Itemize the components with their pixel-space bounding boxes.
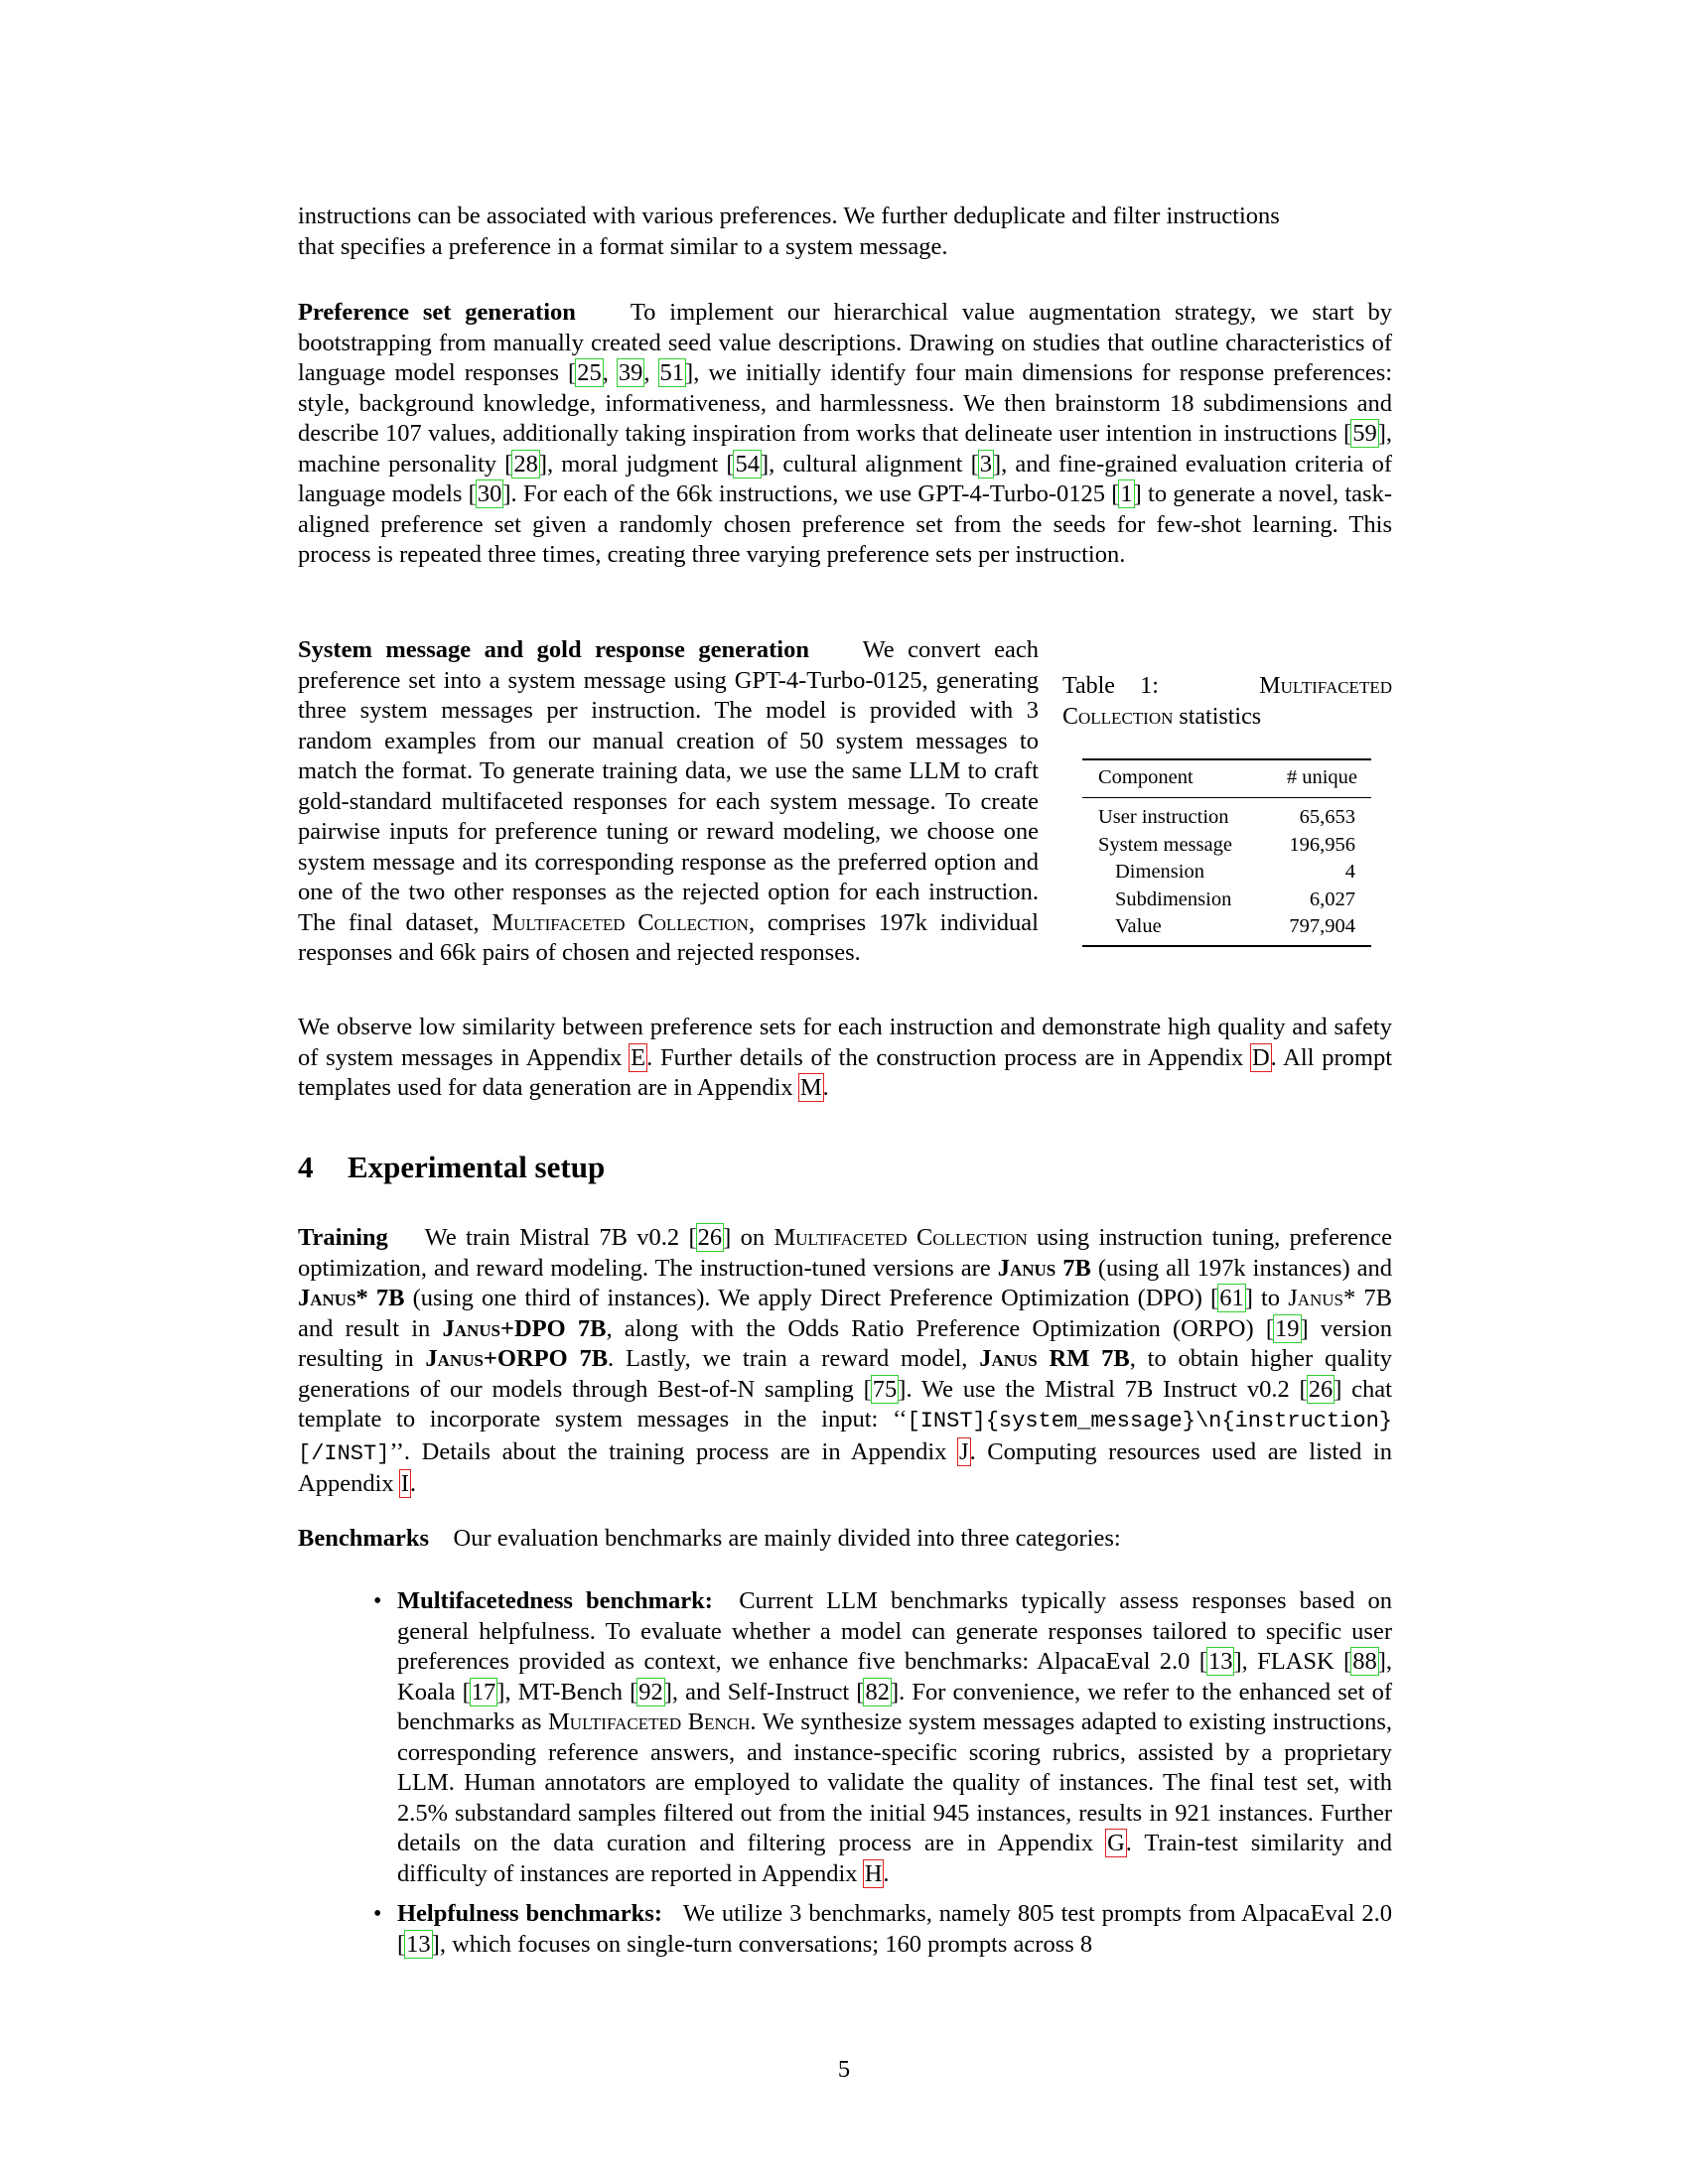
- model-name: Janus+ORPO 7B: [425, 1345, 609, 1372]
- citation-link[interactable]: 51: [659, 359, 685, 386]
- model-name: Janus RM 7B: [979, 1345, 1130, 1372]
- table-row: Dimension 4: [1115, 861, 1355, 883]
- bullet-title: Multifacetedness benchmark:: [397, 1587, 713, 1614]
- benchmark-name: Multifaceted Bench: [548, 1708, 751, 1735]
- citation-link[interactable]: 82: [865, 1678, 890, 1706]
- page-number: 5: [837, 2056, 851, 2083]
- citation-link[interactable]: 28: [513, 450, 538, 478]
- appendix-link[interactable]: E: [631, 1043, 646, 1071]
- section-number: 4: [298, 1150, 314, 1184]
- appendix-link[interactable]: G: [1107, 1830, 1125, 1856]
- intro-line-1: instructions can be associated with various preferences. We further deduplicate and filter instructions: [298, 203, 1280, 229]
- preference-set-paragraph: Preference set generation To implement our hierarchical value augmentation strategy, we start by bootstrapping from manually created seed value descriptions. Drawing on studies that outline characteristics of language model responses [25, 39, 51], we initially identify four main dimensions for response preferences: style, background knowledge, informativeness, and harmlessness. We then brainstorm 18 subdimensions and describe 107 values, additionally taking inspiration from works that delineate user intention in instructions [59], machine personality [28], moral judgment [54], cultural alignment [3], and fine-grained evaluation criteria of language models [30]. For each of the 66k instructions, we use GPT-4-Turbo-0125 [1] to generate a novel, task-aligned preference set given a randomly chosen preference set from the seeds for few-shot learning. This process is repeated three times, creating three varying preference sets per instruction.: [298, 299, 1393, 568]
- system-message-paragraph: System message and gold response generation We convert each preference set into a system message using GPT-4-Turbo-0125, generating three system messages per instruction. The model is provided with 3 random examples from our manual creation of 50 system messages to match the format. To generate training data, we use the same LLM to craft gold-standard multifaceted responses for each system message. To create pairwise inputs for preference tuning or reward modeling, we choose one system message and its corresponding response as the preferred option and one of the two other responses as the rejected option for each instruction. The final dataset, Multifaceted Collection, comprises 197k individual responses and 66k pairs of chosen and rejected responses.: [298, 636, 1040, 966]
- citation-link[interactable]: 13: [406, 1930, 431, 1958]
- citation-link[interactable]: 92: [638, 1678, 663, 1706]
- run-in-heading-benchmarks: Benchmarks: [298, 1525, 430, 1552]
- bullet-icon: •: [373, 1588, 382, 1614]
- citation-link[interactable]: 26: [697, 1224, 723, 1251]
- citation-link[interactable]: 1: [1120, 480, 1133, 507]
- citation-link[interactable]: 75: [872, 1375, 898, 1403]
- table-1: [1062, 671, 1392, 947]
- model-name: Janus* 7B: [298, 1285, 405, 1311]
- section-title: Experimental setup: [348, 1150, 606, 1184]
- citation-link[interactable]: 88: [1352, 1648, 1377, 1675]
- dataset-name: Multifaceted Collection: [492, 908, 749, 936]
- citation-link[interactable]: 59: [1352, 420, 1377, 447]
- citation-link[interactable]: 25: [577, 359, 602, 386]
- appendix-link[interactable]: H: [864, 1859, 883, 1887]
- column-header-unique: # unique: [1262, 759, 1371, 798]
- benchmarks-paragraph: Benchmarks Our evaluation benchmarks are mainly divided into three categories:: [298, 1525, 1121, 1552]
- table-1-caption: Table 1: Multifaceted Collection statistics: [1062, 673, 1392, 730]
- bullet-icon: •: [373, 1901, 382, 1927]
- table-row: System message 196,956: [1098, 833, 1355, 856]
- citation-link[interactable]: 30: [477, 480, 502, 507]
- model-name: Janus+DPO 7B: [442, 1314, 607, 1342]
- model-name: Janus 7B: [997, 1254, 1091, 1282]
- run-in-heading-system-message: System message and gold response generation: [298, 636, 809, 663]
- dataset-name: Multifaceted Collection: [774, 1224, 1028, 1251]
- table-row: User instruction 65,653: [1098, 806, 1355, 828]
- list-item: • Helpfulness benchmarks: We utilize 3 benchmarks, namely 805 test prompts from AlpacaEval 2.0 [13], which focuses on single-turn conversations; 160 prompts across 8: [373, 1900, 1392, 1958]
- run-in-heading-preference: Preference set generation: [298, 299, 576, 326]
- column-header-component: Component: [1082, 759, 1262, 798]
- citation-link[interactable]: 19: [1275, 1314, 1300, 1342]
- appendix-link[interactable]: J: [959, 1437, 969, 1465]
- training-paragraph: Training We train Mistral 7B v0.2 [26] on Multifaceted Collection using instruction tuning, preference optimization, and reward modeling. The instruction-tuned versions are Janus 7B (using all 197k instances) and Janus* 7B (using one third of instances). We apply Direct Preference Optimization (DPO) [61] to Janus* 7B and result in Janus+DPO 7B, along with the Odds Ratio Preference Optimization (ORPO) [19] version resulting in Janus+ORPO 7B. Lastly, we train a reward model, Janus RM 7B, to obtain higher quality generations of our models through Best-of-N sampling [75]. We use the Mistral 7B Instruct v0.2 [26] chat template to incorporate system messages in the input: ‘‘[INST]{system_message}\n{instruction} [/INST]’’. Details about the training process are in Appendix J. Computing resources used are listed in Appendix I.: [298, 1224, 1392, 1497]
- citation-link[interactable]: 54: [735, 450, 760, 478]
- benchmarks-list: [373, 1586, 1393, 1970]
- table-row: Value 797,904: [1082, 913, 1371, 946]
- section-heading: [298, 1150, 1392, 1185]
- intro-paragraph: [298, 202, 1392, 262]
- bullet-title: Helpfulness benchmarks:: [397, 1900, 662, 1927]
- chat-template-code: [INST]{system_message}\n{instruction} [/INST]: [298, 1409, 1392, 1466]
- appendix-link[interactable]: I: [400, 1470, 409, 1497]
- citation-link[interactable]: 39: [618, 359, 643, 386]
- statistics-table: [1082, 758, 1371, 947]
- appendix-link[interactable]: D: [1251, 1043, 1270, 1071]
- citation-link[interactable]: 26: [1308, 1375, 1334, 1403]
- run-in-heading-training: Training: [298, 1224, 388, 1251]
- citation-link[interactable]: 61: [1219, 1285, 1244, 1311]
- intro-line-2: that specifies a preference in a format similar to a system message.: [298, 232, 948, 260]
- model-name: Janus* 7B: [1288, 1285, 1392, 1311]
- observation-paragraph: We observe low similarity between preference sets for each instruction and demonstrate high quality and safety of system messages in Appendix E. Further details of the construction process are in Appendix D. All prompt templates used for data generation are in Appendix M.: [298, 1014, 1393, 1101]
- citation-link[interactable]: 3: [979, 450, 992, 478]
- citation-link[interactable]: 17: [471, 1678, 496, 1706]
- table-row: Subdimension 6,027: [1115, 887, 1355, 910]
- list-item: • Multifacetedness benchmark: Current LLM benchmarks typically assess responses based on general helpfulness. To evaluate whether a model can generate responses tailored to specific user preferences provided as context, we enhance five benchmarks: AlpacaEval 2.0 [13], FLASK [88], Koala [17], MT-Bench [92], and Self-Instruct [82]. For convenience, we refer to the enhanced set of benchmarks as Multifaceted Bench. We synthesize system messages adapted to existing instructions, corresponding reference answers, and instance-specific scoring rubrics, assisted by a proprietary LLM. Human annotators are employed to validate the quality of instances. The final test set, with 2.5% substandard samples filtered out from the initial 945 instances, results in 921 instances. Further details on the data curation and filtering process are in Appendix G. Train-test similarity and difficulty of instances are reported in Appendix H.: [373, 1587, 1393, 1887]
- appendix-link[interactable]: M: [799, 1074, 822, 1101]
- citation-link[interactable]: 13: [1207, 1648, 1233, 1675]
